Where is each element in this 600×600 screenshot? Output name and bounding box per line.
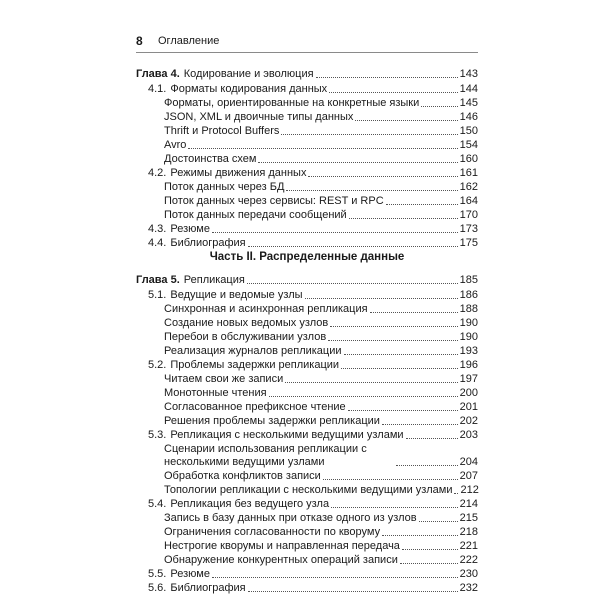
dot-leader <box>258 162 457 163</box>
dot-leader <box>396 465 458 466</box>
dot-leader <box>188 148 457 149</box>
entry-page-number: 230 <box>459 568 478 580</box>
entry-title: Проблемы задержки репликации <box>170 359 340 371</box>
entry-page-number: 218 <box>459 526 478 538</box>
entry-title: Монотонные чтения <box>164 387 267 399</box>
entry-title: Топологии репликации с несколькими ведущими узлами <box>164 484 453 496</box>
dot-leader <box>248 246 458 247</box>
subsection-entry <box>164 139 478 152</box>
entry-page-number: 175 <box>459 237 478 249</box>
chapter-entry <box>136 274 478 287</box>
entry-title: Режимы движения данных <box>170 167 307 179</box>
entry-page-number: 146 <box>459 111 478 123</box>
subsection-entry <box>164 484 478 497</box>
entry-number: Глава 5. <box>136 274 180 286</box>
entry-title: Сценарии использования репликации с несколькими ведущими узлами <box>164 443 367 468</box>
dot-leader <box>329 92 457 93</box>
entry-page-number: 160 <box>459 153 478 165</box>
section-entry <box>148 289 478 302</box>
entry-page-number: 196 <box>459 359 478 371</box>
dot-leader <box>330 326 457 327</box>
entry-page-number: 162 <box>459 181 478 193</box>
entry-page-number: 154 <box>459 139 478 151</box>
entry-page-number: 145 <box>459 97 478 109</box>
subsection-entry <box>164 512 478 525</box>
section-entry <box>148 568 478 581</box>
dot-leader <box>349 218 458 219</box>
dot-leader <box>454 493 458 494</box>
entry-page-number: 143 <box>459 68 478 80</box>
entry-page-number: 204 <box>459 456 478 468</box>
entry-page-number: 214 <box>459 498 478 510</box>
subsection-entry <box>164 125 478 138</box>
subsection-entry <box>164 540 478 553</box>
entry-number: 5.4. <box>148 498 167 510</box>
section-entry <box>148 359 478 372</box>
entry-title: Решения проблемы задержки репликации <box>164 415 380 427</box>
entry-page-number: 190 <box>459 317 478 329</box>
entry-number: 4.4. <box>148 237 167 249</box>
subsection-entry <box>164 111 478 124</box>
entry-number: 4.1. <box>148 83 167 95</box>
dot-leader <box>269 396 458 397</box>
entry-page-number: 190 <box>459 331 478 343</box>
section-entry <box>148 237 478 250</box>
dot-leader <box>316 77 458 78</box>
entry-page-number: 193 <box>459 345 478 357</box>
subsection-entry <box>164 153 478 166</box>
dot-leader <box>323 479 458 480</box>
subsection-entry <box>164 317 478 330</box>
dot-leader <box>286 190 457 191</box>
entry-title: Поток данных через сервисы: REST и RPC <box>164 195 384 207</box>
entry-page-number: 173 <box>459 223 478 235</box>
entry-title: Поток данных через БД <box>164 181 285 193</box>
subsection-entry <box>164 470 478 483</box>
entry-page-number: 212 <box>460 484 479 496</box>
subsection-entry <box>164 195 478 208</box>
running-title: Оглавление <box>158 35 220 47</box>
entry-title: Резюме <box>170 568 210 580</box>
entry-title: Достоинства схем <box>164 153 257 165</box>
entry-page-number: 221 <box>459 540 478 552</box>
entry-page-number: 188 <box>459 303 478 315</box>
dot-leader <box>305 298 458 299</box>
subsection-entry <box>164 554 478 567</box>
dot-leader <box>212 232 458 233</box>
subsection-entry <box>164 209 478 222</box>
subsection-entry <box>164 331 478 344</box>
entry-title: Библиография <box>170 582 246 594</box>
entry-title: Нестрогие кворумы и направленная передача <box>164 540 400 552</box>
entry-title: Обнаружение конкурентных операций записи <box>164 554 398 566</box>
dot-leader <box>212 577 458 578</box>
dot-leader <box>406 438 458 439</box>
entry-page-number: 203 <box>459 429 478 441</box>
dot-leader <box>344 354 458 355</box>
entry-number: 5.2. <box>148 359 167 371</box>
section-entry <box>148 83 478 96</box>
entry-title: Перебои в обслуживании узлов <box>164 331 327 343</box>
entry-number: 5.1. <box>148 289 167 301</box>
entry-title: Ограничения согласованности по кворуму <box>164 526 381 538</box>
subsection-entry <box>164 387 478 400</box>
entry-page-number: 201 <box>459 401 478 413</box>
entry-page-number: 185 <box>459 274 478 286</box>
entry-title: Форматы, ориентированные на конкретные языки <box>164 97 420 109</box>
entry-title: Согласованное префиксное чтение <box>164 401 346 413</box>
entry-title: Создание новых ведомых узлов <box>164 317 329 329</box>
entry-title: Читаем свои же записи <box>164 373 284 385</box>
entry-title: Репликация <box>183 274 245 286</box>
dot-leader <box>328 340 457 341</box>
dot-leader <box>355 120 457 121</box>
subsection-entry <box>164 303 478 316</box>
entry-page-number: 202 <box>459 415 478 427</box>
dot-leader <box>247 283 458 284</box>
section-entry <box>148 582 478 595</box>
dot-leader <box>421 106 457 107</box>
entry-page-number: 186 <box>459 289 478 301</box>
page-number: 8 <box>136 34 143 48</box>
dot-leader <box>419 521 458 522</box>
entry-title: Резюме <box>170 223 210 235</box>
entry-title: Ведущие и ведомые узлы <box>170 289 303 301</box>
subsection-entry <box>164 97 478 110</box>
entry-number: 4.2. <box>148 167 167 179</box>
dot-leader <box>308 176 457 177</box>
entry-number: 5.3. <box>148 429 167 441</box>
entry-page-number: 215 <box>459 512 478 524</box>
dot-leader <box>285 382 457 383</box>
entry-page-number: 144 <box>459 83 478 95</box>
entry-page-number: 161 <box>459 167 478 179</box>
dot-leader <box>281 134 457 135</box>
entry-page-number: 222 <box>459 554 478 566</box>
entry-title: Поток данных передачи сообщений <box>164 209 347 221</box>
entry-title: Обработка конфликтов записи <box>164 470 321 482</box>
entry-page-number: 207 <box>459 470 478 482</box>
entry-page-number: 170 <box>459 209 478 221</box>
dot-leader <box>386 204 458 205</box>
chapter-entry <box>136 68 478 81</box>
section-entry <box>148 498 478 511</box>
entry-title: Реализация журналов репликации <box>164 345 342 357</box>
entry-page-number: 232 <box>459 582 478 594</box>
subsection-entry <box>164 415 478 428</box>
dot-leader <box>341 368 458 369</box>
part-title: Часть II. Распределенные данные <box>209 251 405 263</box>
entry-title: Библиография <box>170 237 246 249</box>
entry-title: Запись в базу данных при отказе одного из узлов <box>164 512 417 524</box>
entry-title: Репликация без ведущего узла <box>170 498 330 510</box>
entry-title: Синхронная и асинхронная репликация <box>164 303 368 315</box>
entry-title: Форматы кодирования данных <box>170 83 328 95</box>
entry-title: Репликация с несколькими ведущими узлами <box>170 429 404 441</box>
section-entry <box>148 223 478 236</box>
subsection-entry <box>164 373 478 386</box>
dot-leader <box>331 507 458 508</box>
entry-number: 4.3. <box>148 223 167 235</box>
dot-leader <box>248 591 458 592</box>
entry-page-number: 164 <box>459 195 478 207</box>
entry-title: Thrift и Protocol Buffers <box>164 125 280 137</box>
dot-leader <box>382 535 458 536</box>
entry-page-number: 200 <box>459 387 478 399</box>
subsection-entry <box>164 401 478 414</box>
dot-leader <box>400 563 458 564</box>
section-entry <box>148 167 478 180</box>
dot-leader <box>382 424 458 425</box>
dot-leader <box>348 410 458 411</box>
entry-number: 5.6. <box>148 582 167 594</box>
entry-number: Глава 4. <box>136 68 180 80</box>
entry-title: Avro <box>164 139 187 151</box>
entry-title: JSON, XML и двоичные типы данных <box>164 111 354 123</box>
entry-page-number: 150 <box>459 125 478 137</box>
subsection-entry <box>164 443 478 469</box>
entry-number: 5.5. <box>148 568 167 580</box>
dot-leader <box>370 312 458 313</box>
dot-leader <box>402 549 458 550</box>
subsection-entry <box>164 345 478 358</box>
subsection-entry <box>164 526 478 539</box>
entry-page-number: 197 <box>459 373 478 385</box>
entry-title: Кодирование и эволюция <box>183 68 314 80</box>
subsection-entry <box>164 181 478 194</box>
section-entry <box>148 429 478 442</box>
